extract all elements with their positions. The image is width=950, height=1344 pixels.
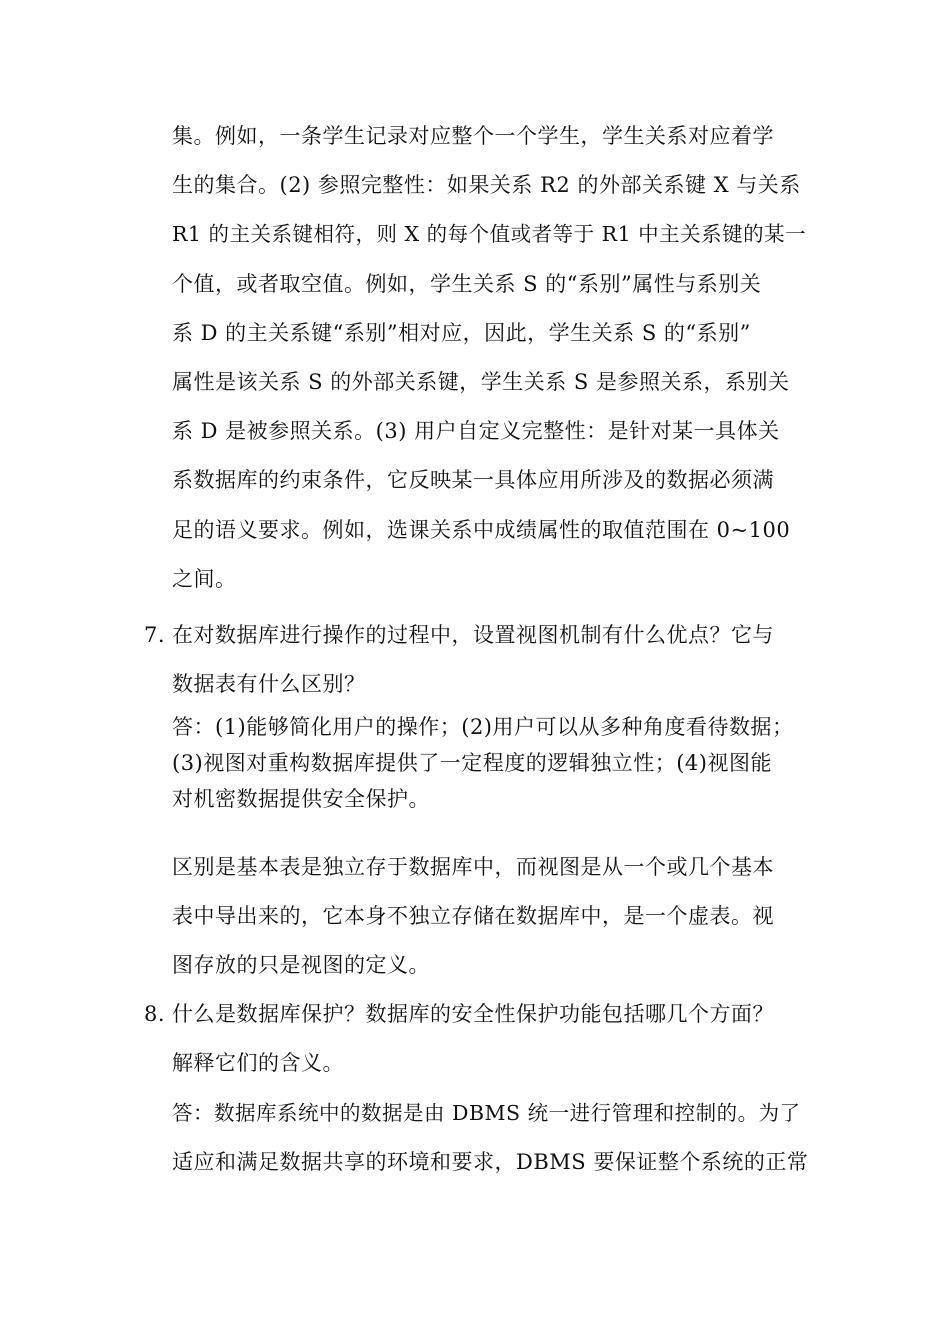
answer-line: 适应和满足数据共享的环境和要求，DBMS 要保证整个系统的正常: [172, 1150, 809, 1175]
text-line: 系 D 的主关系键“系别”相对应，因此，学生关系 S 的“系别”: [172, 320, 751, 345]
question-7: [144, 611, 812, 709]
text-line: 属性是该关系 S 的外部关系键，学生关系 S 是参照关系，系别关: [172, 369, 790, 394]
text-line: 足的语义要求。例如，选课关系中成绩属性的取值范围在 0~100: [172, 517, 791, 542]
text-line: 集。例如，一条学生记录对应整个一个学生，学生关系对应着学: [172, 124, 774, 148]
text-line: 图存放的只是视图的定义。: [172, 953, 430, 978]
question-number: 8.: [144, 1002, 166, 1026]
text-line: R1 的主关系键相符，则 X 的每个值或者等于 R1 中主关系键的某一: [172, 222, 807, 247]
text-line: 之间。: [172, 566, 237, 591]
question-line: 什么是数据库保护？数据库的安全性保护功能包括哪几个方面？: [172, 1002, 774, 1026]
answer-line: 答：(1)能够简化用户的操作；(2)用户可以从多种角度看待数据；: [172, 715, 794, 739]
answer-7: [172, 709, 812, 817]
answer-line: 答：数据库系统中的数据是由 DBMS 统一进行管理和控制的。为了: [172, 1101, 801, 1125]
answer-line: 对机密数据提供安全保护。: [172, 787, 430, 811]
text-line: 系数据库的约束条件，它反映某一具体应用所涉及的数据必须满: [172, 468, 774, 493]
answer-8: [172, 1089, 812, 1187]
text-line: 表中导出来的，它本身不独立存储在数据库中，是一个虚表。视: [172, 904, 774, 929]
answer-line: (3)视图对重构数据库提供了一定程度的逻辑独立性；(4)视图能: [172, 751, 772, 775]
text-line: 生的集合。(2) 参照完整性：如果关系 R2 的外部关系键 X 与关系: [172, 173, 801, 198]
integrity-paragraph: [172, 112, 812, 604]
question-line: 在对数据库进行操作的过程中，设置视图机制有什么优点？它与: [172, 623, 774, 647]
text-line: 系 D 是被参照关系。(3) 用户自定义完整性：是针对某一具体关: [172, 419, 780, 444]
text-line: 区别是基本表是独立存于数据库中，而视图是从一个或几个基本: [172, 855, 774, 879]
difference-paragraph: [172, 843, 812, 991]
text-line: 个值，或者取空值。例如，学生关系 S 的“系别”属性与系别关: [172, 271, 762, 296]
question-line: 解释它们的含义。: [172, 1051, 344, 1076]
question-number: 7.: [144, 623, 166, 647]
question-8: [144, 990, 812, 1088]
question-line: 数据表有什么区别？: [172, 672, 366, 697]
